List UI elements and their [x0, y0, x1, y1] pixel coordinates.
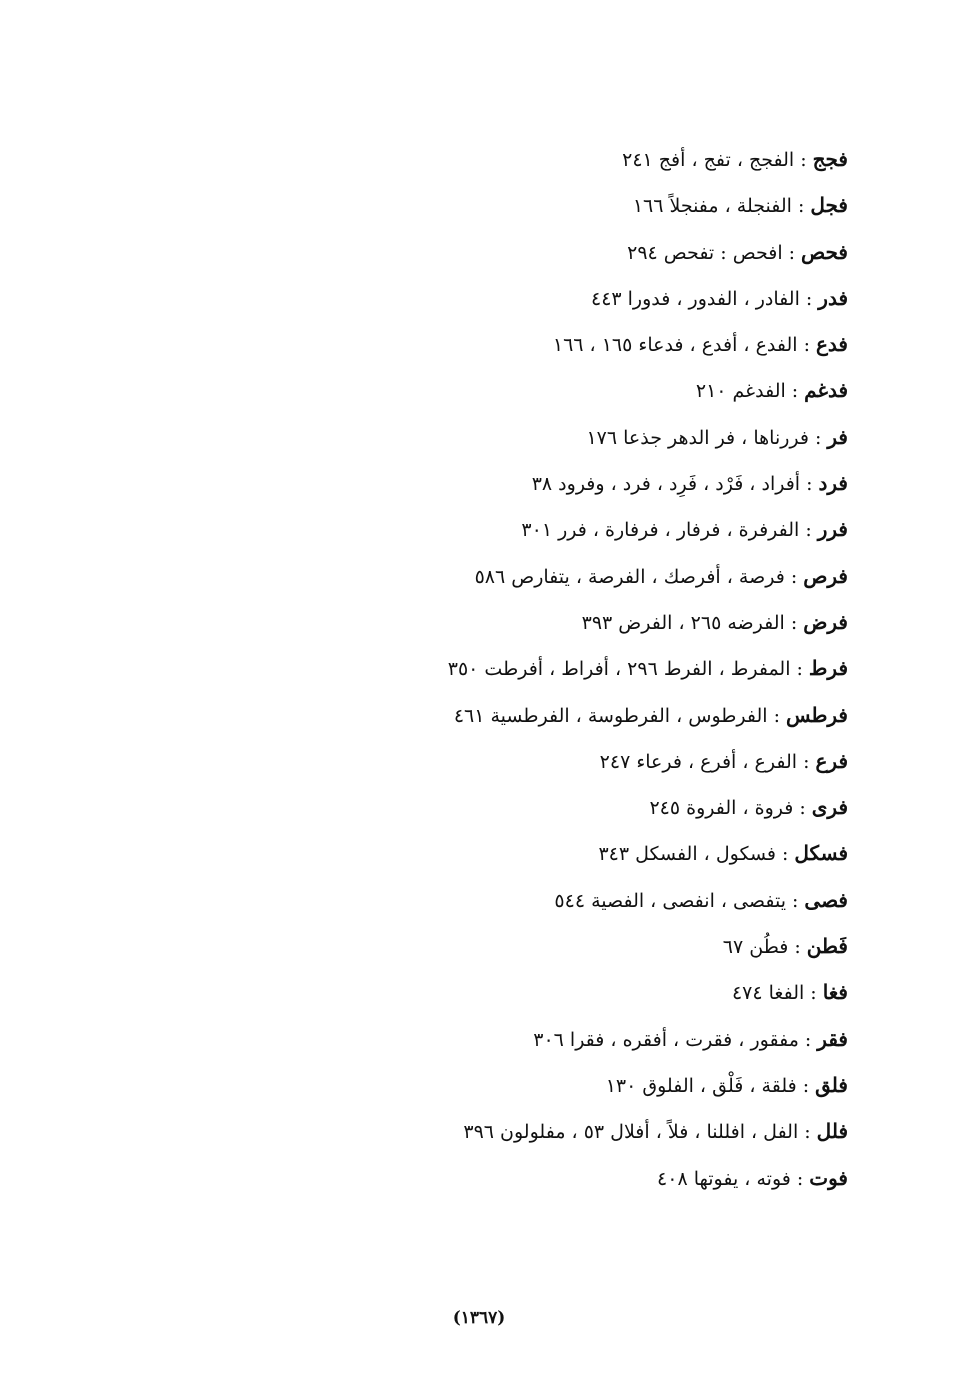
entry-separator: :: [773, 704, 780, 727]
index-entry: [328, 136, 848, 182]
entry-separator: :: [805, 519, 812, 542]
entry-separator: :: [792, 889, 799, 912]
entry-text: الفدع ، أفدع ، فدعاء ١٦٥ ، ١٦٦: [552, 334, 798, 357]
index-entry: [328, 599, 848, 645]
entry-root: فلل: [816, 1119, 848, 1144]
entry-separator: :: [794, 936, 801, 959]
index-entry: [328, 692, 848, 738]
entry-separator: :: [788, 241, 796, 264]
entry-text: المفرط ، الفرط ٢٩٦ ، أفراط ، أفرطت ٣٥٠: [447, 658, 791, 681]
entry-root: فرص: [803, 563, 848, 588]
index-entry: [328, 1155, 848, 1201]
entry-text: افحص : تفحص ٢٩٤: [627, 241, 783, 264]
index-entry: [328, 229, 848, 275]
index-entry: [328, 1016, 848, 1062]
index-entry: [328, 321, 848, 367]
index-entry: [328, 738, 848, 784]
index-entry: [328, 275, 848, 321]
index-entry: [328, 969, 848, 1015]
entry-separator: :: [796, 1167, 804, 1190]
entry-root: فرض: [803, 609, 848, 634]
entry-text: الفدغم ٢١٠: [695, 380, 786, 403]
entry-separator: :: [803, 334, 810, 357]
entry-text: فسكول ، الفسكل ٣٤٣: [598, 843, 776, 866]
entry-separator: :: [810, 982, 817, 1005]
entry-root: فقر: [817, 1026, 848, 1051]
entry-root: فدغم: [804, 378, 848, 403]
index-entry: [328, 877, 848, 923]
entry-separator: :: [800, 149, 807, 171]
index-entry: [328, 367, 848, 413]
entry-separator: :: [804, 1028, 812, 1051]
index-list: [328, 136, 848, 1201]
entry-root: فحص: [801, 239, 848, 264]
page-number: (١٣٦٧): [452, 1308, 506, 1328]
entry-text: الفرفرة ، فرفار ، فرفارة ، فرر ٣٠١: [521, 519, 800, 542]
index-entry: [328, 506, 848, 552]
index-entry: [328, 1062, 848, 1108]
entry-separator: :: [802, 1074, 810, 1097]
index-entry: [328, 460, 848, 506]
entry-root: فجل: [810, 193, 848, 218]
entry-separator: :: [803, 750, 810, 773]
entry-text: فلقة ، فَلْق ، الفلوق ١٣٠: [605, 1074, 797, 1097]
entry-separator: :: [805, 287, 813, 310]
entry-root: فر: [827, 424, 848, 449]
entry-text: مفقور ، فقرت ، أفقره ، فقرا ٣٠٦: [533, 1028, 799, 1051]
entry-root: فغا: [822, 980, 848, 1005]
entry-text: فررناها ، فر الدهر جذعا ١٧٦: [586, 426, 809, 449]
entry-text: فرصة ، أفرصك ، الفرصة ، يتفارص ٥٨٦: [474, 565, 785, 588]
entry-separator: :: [804, 1121, 811, 1144]
entry-root: فوت: [809, 1165, 848, 1190]
entry-root: فرطس: [785, 702, 848, 727]
entry-separator: :: [797, 195, 805, 218]
entry-root: فجج: [812, 147, 848, 171]
entry-text: الفغا ٤٧٤: [731, 982, 805, 1005]
index-entry: [328, 553, 848, 599]
entry-text: فروة ، الفروة ٢٤٥: [649, 797, 794, 820]
entry-separator: :: [782, 843, 789, 866]
entry-root: فرى: [811, 795, 848, 820]
entry-root: فرر: [817, 517, 848, 542]
entry-text: فطُن ٦٧: [722, 936, 789, 959]
entry-root: فصى: [804, 887, 848, 912]
index-entry: [328, 182, 848, 228]
entry-text: الفادر ، الفدور ، فدورا ٤٤٣: [590, 287, 800, 310]
entry-separator: :: [796, 658, 803, 681]
entry-separator: :: [799, 797, 806, 820]
entry-root: فَطن: [806, 934, 848, 959]
entry-separator: :: [790, 565, 798, 588]
entry-separator: :: [814, 426, 822, 449]
entry-text: يتفصى ، انفصى ، الفصية ٥٤٤: [554, 889, 787, 912]
entry-root: فلق: [815, 1072, 848, 1097]
entry-text: الفل ، افللنا ، فلاً ، أفلال ٥٣ ، مفلولون ٣٩٦: [463, 1121, 799, 1144]
index-entry: [328, 1108, 848, 1154]
entry-root: فسكل: [794, 841, 848, 866]
entry-text: أفراد ، فَرْد ، فَرِد ، فرد ، وفرود ٣٨: [531, 473, 801, 496]
entry-separator: :: [806, 473, 813, 496]
index-entry: [328, 645, 848, 691]
entry-text: الفرطوس ، الفرطوسة ، الفرطسية ٤٦١: [453, 704, 768, 727]
entry-separator: :: [790, 611, 798, 634]
index-entry: [328, 923, 848, 969]
entry-text: الفرضه ٢٦٥ ، الفرض ٣٩٣: [581, 611, 785, 634]
index-entry: [328, 784, 848, 830]
index-entry: [328, 830, 848, 876]
entry-root: فرع: [815, 748, 848, 773]
entry-root: فدر: [818, 285, 848, 310]
entry-root: فرط: [808, 656, 848, 681]
index-entry: [328, 414, 848, 460]
entry-separator: :: [791, 380, 799, 403]
entry-root: فدع: [816, 332, 848, 357]
entry-text: الفجج ، تفج ، أفج ٢٤١: [622, 149, 795, 171]
entry-text: الفرع ، أفرع ، فرعاء ٢٤٧: [599, 750, 798, 773]
entry-text: فوته ، يفوتها ٤٠٨: [657, 1167, 791, 1190]
entry-root: فرد: [818, 471, 848, 496]
entry-text: الفنجلة ، مفنجلاً ١٦٦: [632, 195, 792, 218]
